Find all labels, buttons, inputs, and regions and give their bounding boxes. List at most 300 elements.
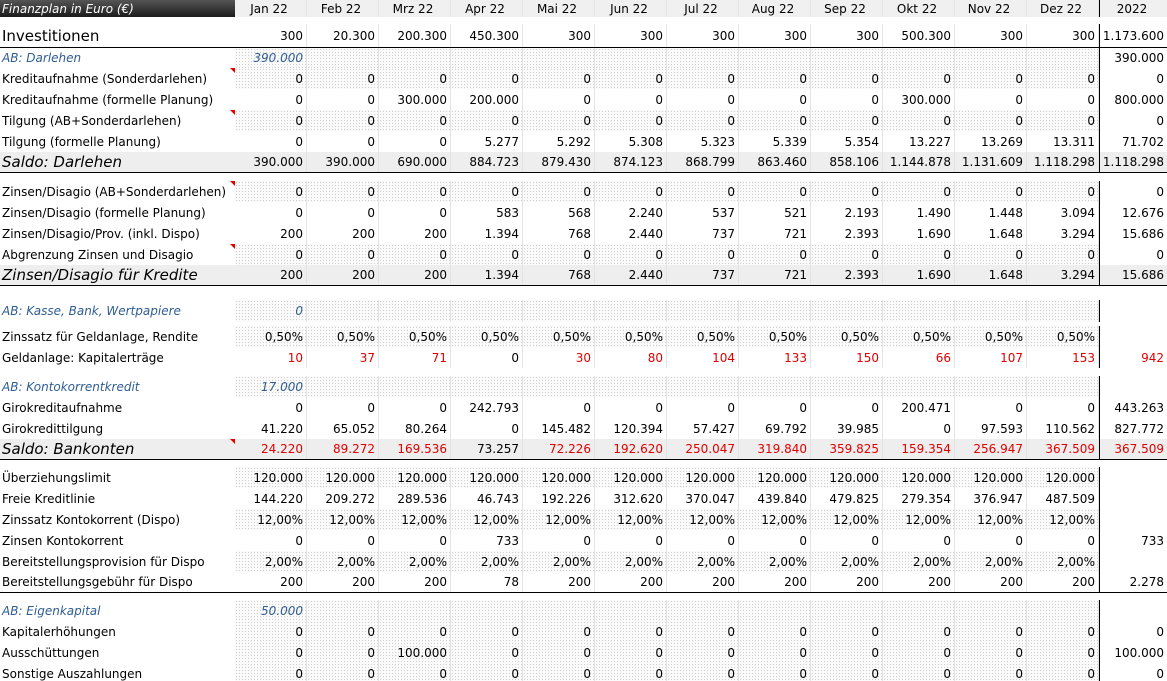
value-cell[interactable]: 3.094 <box>1027 202 1099 223</box>
value-cell[interactable]: 0 <box>379 530 451 551</box>
row-label[interactable]: Geldanlage: Kapitalerträge <box>2 350 164 365</box>
value-cell[interactable] <box>955 600 1027 621</box>
value-cell[interactable]: 390.000 <box>235 48 307 68</box>
value-cell[interactable]: 768 <box>523 265 595 285</box>
value-cell[interactable]: 0 <box>235 642 307 663</box>
value-cell[interactable]: 0 <box>379 131 451 152</box>
value-cell[interactable]: 0 <box>739 110 811 131</box>
value-cell[interactable]: 0 <box>307 530 379 551</box>
value-cell[interactable]: 0 <box>595 89 667 110</box>
value-cell[interactable]: 2,00% <box>739 551 811 572</box>
value-cell[interactable]: 390.000 <box>235 152 307 172</box>
value-cell[interactable]: 359.825 <box>811 439 883 459</box>
value-cell[interactable]: 0,50% <box>1027 326 1099 347</box>
total-cell[interactable] <box>1099 326 1167 347</box>
total-cell[interactable] <box>1099 509 1167 530</box>
value-cell[interactable]: 737 <box>667 223 739 244</box>
row-label[interactable]: Abgrenzung Zinsen und Disagio <box>0 244 235 265</box>
value-cell[interactable]: 30 <box>523 347 595 368</box>
value-cell[interactable] <box>1027 376 1099 397</box>
value-cell[interactable]: 1.394 <box>451 265 523 285</box>
value-cell[interactable] <box>955 376 1027 397</box>
value-cell[interactable] <box>451 48 523 68</box>
value-cell[interactable]: 0 <box>595 663 667 681</box>
value-cell[interactable]: 521 <box>739 202 811 223</box>
total-cell[interactable]: 733 <box>1099 530 1167 551</box>
value-cell[interactable]: 150 <box>811 347 883 368</box>
value-cell[interactable]: 2.440 <box>595 223 667 244</box>
value-cell[interactable] <box>1027 48 1099 68</box>
value-cell[interactable] <box>811 600 883 621</box>
value-cell[interactable]: 0 <box>451 418 523 439</box>
value-cell[interactable]: 0 <box>955 530 1027 551</box>
value-cell[interactable]: 120.000 <box>667 467 739 488</box>
value-cell[interactable]: 0 <box>955 181 1027 202</box>
value-cell[interactable]: 200 <box>811 572 883 592</box>
value-cell[interactable]: 0 <box>667 244 739 265</box>
value-cell[interactable]: 120.000 <box>1027 467 1099 488</box>
value-cell[interactable]: 73.257 <box>451 439 523 459</box>
value-cell[interactable]: 100.000 <box>379 642 451 663</box>
value-cell[interactable]: 768 <box>523 223 595 244</box>
value-cell[interactable]: 1.690 <box>883 223 955 244</box>
value-cell[interactable]: 200 <box>307 265 379 285</box>
value-cell[interactable]: 200.300 <box>379 24 451 47</box>
value-cell[interactable]: 71 <box>379 347 451 368</box>
value-cell[interactable]: 0,50% <box>811 326 883 347</box>
value-cell[interactable]: 0 <box>595 68 667 89</box>
value-cell[interactable]: 0 <box>739 642 811 663</box>
value-cell[interactable]: 868.799 <box>667 152 739 172</box>
row-label[interactable]: Kapitalerhöhungen <box>2 624 116 639</box>
value-cell[interactable]: 2.240 <box>595 202 667 223</box>
row-label[interactable]: Tilgung (formelle Planung) <box>2 134 161 149</box>
value-cell[interactable]: 3.294 <box>1027 265 1099 285</box>
value-cell[interactable]: 0 <box>451 642 523 663</box>
value-cell[interactable]: 300.000 <box>883 89 955 110</box>
value-cell[interactable]: 0 <box>955 642 1027 663</box>
total-cell[interactable] <box>1099 467 1167 488</box>
value-cell[interactable]: 10 <box>235 347 307 368</box>
value-cell[interactable]: 0 <box>379 110 451 131</box>
value-cell[interactable]: 0 <box>1027 642 1099 663</box>
value-cell[interactable]: 0 <box>379 68 451 89</box>
value-cell[interactable]: 120.000 <box>883 467 955 488</box>
value-cell[interactable]: 0 <box>667 110 739 131</box>
value-cell[interactable]: 0 <box>883 418 955 439</box>
value-cell[interactable]: 0 <box>1027 244 1099 265</box>
row-label[interactable]: Freie Kreditlinie <box>2 491 96 506</box>
value-cell[interactable]: 0 <box>883 68 955 89</box>
value-cell[interactable]: 0 <box>1027 530 1099 551</box>
value-cell[interactable]: 1.690 <box>883 265 955 285</box>
value-cell[interactable]: 733 <box>451 530 523 551</box>
value-cell[interactable]: 1.394 <box>451 223 523 244</box>
value-cell[interactable]: 0 <box>235 202 307 223</box>
value-cell[interactable] <box>307 48 379 68</box>
value-cell[interactable]: 0 <box>307 89 379 110</box>
value-cell[interactable]: 0 <box>955 244 1027 265</box>
value-cell[interactable]: 0 <box>811 621 883 642</box>
value-cell[interactable]: 0 <box>667 89 739 110</box>
value-cell[interactable]: 169.536 <box>379 439 451 459</box>
row-label[interactable]: Kreditaufnahme (Sonderdarlehen) <box>0 68 235 89</box>
value-cell[interactable]: 3.294 <box>1027 223 1099 244</box>
value-cell[interactable]: 120.000 <box>811 467 883 488</box>
value-cell[interactable]: 858.106 <box>811 152 883 172</box>
value-cell[interactable]: 120.000 <box>739 467 811 488</box>
value-cell[interactable]: 200.000 <box>451 89 523 110</box>
value-cell[interactable]: 737 <box>667 265 739 285</box>
value-cell[interactable]: 72.226 <box>523 439 595 459</box>
value-cell[interactable]: 0 <box>235 663 307 681</box>
value-cell[interactable] <box>1027 300 1099 322</box>
row-label[interactable]: Kreditaufnahme (formelle Planung) <box>2 92 214 107</box>
value-cell[interactable]: 0 <box>739 68 811 89</box>
value-cell[interactable] <box>379 48 451 68</box>
value-cell[interactable]: 300 <box>811 24 883 47</box>
value-cell[interactable]: 200.471 <box>883 397 955 418</box>
value-cell[interactable]: 0 <box>235 89 307 110</box>
value-cell[interactable]: 319.840 <box>739 439 811 459</box>
value-cell[interactable]: 0,50% <box>379 326 451 347</box>
value-cell[interactable]: 41.220 <box>235 418 307 439</box>
value-cell[interactable]: 200 <box>235 572 307 592</box>
value-cell[interactable]: 2,00% <box>307 551 379 572</box>
value-cell[interactable]: 5.354 <box>811 131 883 152</box>
value-cell[interactable]: 200 <box>307 223 379 244</box>
total-cell[interactable] <box>1099 376 1167 397</box>
value-cell[interactable]: 145.482 <box>523 418 595 439</box>
row-label[interactable]: Bereitstellungsprovision für Dispo <box>2 554 205 569</box>
value-cell[interactable]: 300 <box>523 24 595 47</box>
total-cell[interactable]: 800.000 <box>1099 89 1167 110</box>
value-cell[interactable]: 0 <box>595 642 667 663</box>
value-cell[interactable]: 0 <box>235 530 307 551</box>
value-cell[interactable]: 0 <box>235 110 307 131</box>
value-cell[interactable]: 200 <box>235 265 307 285</box>
value-cell[interactable]: 0 <box>379 621 451 642</box>
value-cell[interactable]: 0 <box>523 89 595 110</box>
value-cell[interactable]: 0 <box>955 89 1027 110</box>
value-cell[interactable]: 1.131.609 <box>955 152 1027 172</box>
value-cell[interactable]: 192.226 <box>523 488 595 509</box>
value-cell[interactable]: 0 <box>739 181 811 202</box>
value-cell[interactable]: 690.000 <box>379 152 451 172</box>
value-cell[interactable]: 57.427 <box>667 418 739 439</box>
value-cell[interactable]: 376.947 <box>955 488 1027 509</box>
row-label[interactable]: Tilgung (AB+Sonderdarlehen) <box>0 110 235 131</box>
value-cell[interactable]: 200 <box>379 223 451 244</box>
value-cell[interactable]: 80.264 <box>379 418 451 439</box>
value-cell[interactable]: 159.354 <box>883 439 955 459</box>
value-cell[interactable]: 439.840 <box>739 488 811 509</box>
value-cell[interactable]: 370.047 <box>667 488 739 509</box>
value-cell[interactable]: 250.047 <box>667 439 739 459</box>
value-cell[interactable]: 0 <box>307 397 379 418</box>
value-cell[interactable]: 0 <box>451 621 523 642</box>
value-cell[interactable]: 0 <box>595 244 667 265</box>
value-cell[interactable]: 300 <box>667 24 739 47</box>
value-cell[interactable]: 2.193 <box>811 202 883 223</box>
value-cell[interactable]: 0 <box>307 642 379 663</box>
value-cell[interactable]: 12,00% <box>1027 509 1099 530</box>
value-cell[interactable]: 0 <box>451 663 523 681</box>
value-cell[interactable]: 0 <box>307 131 379 152</box>
total-cell[interactable]: 1.118.298 <box>1099 152 1167 172</box>
value-cell[interactable]: 17.000 <box>235 376 307 397</box>
value-cell[interactable]: 0,50% <box>451 326 523 347</box>
value-cell[interactable]: 0 <box>739 621 811 642</box>
value-cell[interactable] <box>307 600 379 621</box>
total-cell[interactable]: 0 <box>1099 181 1167 202</box>
value-cell[interactable] <box>955 300 1027 322</box>
value-cell[interactable]: 192.620 <box>595 439 667 459</box>
value-cell[interactable]: 0 <box>235 621 307 642</box>
value-cell[interactable]: 0 <box>883 530 955 551</box>
value-cell[interactable]: 5.339 <box>739 131 811 152</box>
value-cell[interactable]: 0 <box>451 244 523 265</box>
value-cell[interactable]: 721 <box>739 265 811 285</box>
value-cell[interactable]: 300.000 <box>379 89 451 110</box>
value-cell[interactable]: 0 <box>739 89 811 110</box>
value-cell[interactable] <box>955 48 1027 68</box>
value-cell[interactable]: 0 <box>235 68 307 89</box>
total-cell[interactable] <box>1099 551 1167 572</box>
value-cell[interactable]: 200 <box>955 572 1027 592</box>
row-label[interactable]: AB: Kontokorrentkredit <box>2 379 140 394</box>
value-cell[interactable] <box>379 376 451 397</box>
row-label[interactable]: Zinssatz für Geldanlage, Rendite <box>2 329 199 344</box>
value-cell[interactable] <box>307 376 379 397</box>
value-cell[interactable]: 200 <box>595 572 667 592</box>
total-cell[interactable]: 0 <box>1099 110 1167 131</box>
value-cell[interactable]: 0 <box>883 181 955 202</box>
value-cell[interactable] <box>1027 600 1099 621</box>
value-cell[interactable]: 0 <box>307 621 379 642</box>
value-cell[interactable]: 300 <box>1027 24 1099 47</box>
value-cell[interactable]: 2,00% <box>955 551 1027 572</box>
value-cell[interactable]: 12,00% <box>667 509 739 530</box>
value-cell[interactable]: 300 <box>595 24 667 47</box>
value-cell[interactable]: 0 <box>811 89 883 110</box>
value-cell[interactable]: 2,00% <box>1027 551 1099 572</box>
value-cell[interactable]: 144.220 <box>235 488 307 509</box>
value-cell[interactable]: 0 <box>955 110 1027 131</box>
value-cell[interactable]: 583 <box>451 202 523 223</box>
value-cell[interactable]: 2,00% <box>667 551 739 572</box>
value-cell[interactable] <box>739 48 811 68</box>
value-cell[interactable]: 2,00% <box>595 551 667 572</box>
value-cell[interactable]: 13.227 <box>883 131 955 152</box>
value-cell[interactable]: 0 <box>523 181 595 202</box>
value-cell[interactable]: 209.272 <box>307 488 379 509</box>
value-cell[interactable]: 256.947 <box>955 439 1027 459</box>
value-cell[interactable] <box>883 600 955 621</box>
value-cell[interactable]: 0 <box>667 68 739 89</box>
value-cell[interactable]: 24.220 <box>235 439 307 459</box>
row-label[interactable]: Bereitstellungsgebühr für Dispo <box>2 575 193 589</box>
value-cell[interactable]: 721 <box>739 223 811 244</box>
value-cell[interactable]: 12,00% <box>307 509 379 530</box>
value-cell[interactable] <box>451 376 523 397</box>
row-label[interactable]: AB: Darlehen <box>2 51 82 65</box>
value-cell[interactable]: 1.144.878 <box>883 152 955 172</box>
row-label[interactable]: Investitionen <box>2 26 100 45</box>
value-cell[interactable]: 2,00% <box>451 551 523 572</box>
value-cell[interactable]: 0,50% <box>883 326 955 347</box>
value-cell[interactable]: 0 <box>1027 68 1099 89</box>
value-cell[interactable]: 120.000 <box>595 467 667 488</box>
value-cell[interactable]: 0 <box>235 300 307 322</box>
value-cell[interactable]: 0 <box>235 131 307 152</box>
value-cell[interactable]: 2,00% <box>379 551 451 572</box>
value-cell[interactable]: 120.000 <box>451 467 523 488</box>
value-cell[interactable]: 0 <box>307 663 379 681</box>
value-cell[interactable]: 12,00% <box>235 509 307 530</box>
value-cell[interactable]: 69.792 <box>739 418 811 439</box>
value-cell[interactable]: 2,00% <box>883 551 955 572</box>
value-cell[interactable]: 5.277 <box>451 131 523 152</box>
row-label[interactable]: Ausschüttungen <box>2 645 100 660</box>
value-cell[interactable]: 200 <box>739 572 811 592</box>
total-cell[interactable] <box>1099 488 1167 509</box>
value-cell[interactable]: 0 <box>307 181 379 202</box>
value-cell[interactable]: 0 <box>739 663 811 681</box>
value-cell[interactable]: 863.460 <box>739 152 811 172</box>
row-label[interactable]: Zinsen Kontokorrent <box>2 533 124 548</box>
value-cell[interactable]: 0 <box>955 663 1027 681</box>
value-cell[interactable]: 0 <box>379 202 451 223</box>
value-cell[interactable]: 13.311 <box>1027 131 1099 152</box>
value-cell[interactable] <box>739 300 811 322</box>
value-cell[interactable]: 200 <box>379 265 451 285</box>
value-cell[interactable]: 78 <box>451 572 523 592</box>
value-cell[interactable]: 133 <box>739 347 811 368</box>
value-cell[interactable]: 65.052 <box>307 418 379 439</box>
value-cell[interactable]: 568 <box>523 202 595 223</box>
value-cell[interactable] <box>523 376 595 397</box>
value-cell[interactable]: 20.300 <box>307 24 379 47</box>
value-cell[interactable]: 0 <box>811 663 883 681</box>
value-cell[interactable]: 0,50% <box>955 326 1027 347</box>
value-cell[interactable] <box>667 600 739 621</box>
value-cell[interactable]: 884.723 <box>451 152 523 172</box>
value-cell[interactable]: 110.562 <box>1027 418 1099 439</box>
value-cell[interactable] <box>595 48 667 68</box>
value-cell[interactable]: 12,00% <box>451 509 523 530</box>
value-cell[interactable]: 1.490 <box>883 202 955 223</box>
value-cell[interactable]: 200 <box>667 572 739 592</box>
value-cell[interactable] <box>811 48 883 68</box>
value-cell[interactable]: 0 <box>523 110 595 131</box>
value-cell[interactable] <box>595 300 667 322</box>
value-cell[interactable]: 0 <box>883 663 955 681</box>
total-cell[interactable]: 0 <box>1099 663 1167 681</box>
value-cell[interactable]: 0 <box>523 68 595 89</box>
value-cell[interactable]: 0 <box>883 621 955 642</box>
value-cell[interactable]: 390.000 <box>307 152 379 172</box>
value-cell[interactable]: 0 <box>811 244 883 265</box>
value-cell[interactable] <box>523 48 595 68</box>
value-cell[interactable]: 300 <box>955 24 1027 47</box>
value-cell[interactable]: 0 <box>739 530 811 551</box>
value-cell[interactable]: 0 <box>307 68 379 89</box>
value-cell[interactable]: 120.000 <box>379 467 451 488</box>
value-cell[interactable]: 0 <box>595 397 667 418</box>
value-cell[interactable]: 0 <box>667 621 739 642</box>
value-cell[interactable]: 200 <box>379 572 451 592</box>
value-cell[interactable]: 200 <box>883 572 955 592</box>
value-cell[interactable]: 279.354 <box>883 488 955 509</box>
value-cell[interactable]: 487.509 <box>1027 488 1099 509</box>
value-cell[interactable]: 0 <box>595 530 667 551</box>
row-label[interactable]: Zinsen/Disagio (formelle Planung) <box>2 205 206 220</box>
value-cell[interactable]: 0 <box>1027 110 1099 131</box>
value-cell[interactable]: 367.509 <box>1027 439 1099 459</box>
value-cell[interactable]: 0 <box>667 530 739 551</box>
value-cell[interactable]: 300 <box>235 24 307 47</box>
row-label[interactable]: Saldo: Darlehen <box>2 153 122 171</box>
value-cell[interactable] <box>811 376 883 397</box>
value-cell[interactable]: 104 <box>667 347 739 368</box>
value-cell[interactable]: 13.269 <box>955 131 1027 152</box>
value-cell[interactable]: 0 <box>523 530 595 551</box>
value-cell[interactable] <box>523 600 595 621</box>
value-cell[interactable]: 2.393 <box>811 223 883 244</box>
value-cell[interactable]: 0 <box>739 397 811 418</box>
value-cell[interactable]: 0 <box>379 244 451 265</box>
row-label[interactable]: Girokredittilgung <box>2 421 104 436</box>
value-cell[interactable]: 0 <box>595 621 667 642</box>
total-cell[interactable] <box>1099 300 1167 322</box>
value-cell[interactable]: 80 <box>595 347 667 368</box>
row-label[interactable]: Zinsen/Disagio für Kredite <box>2 266 198 284</box>
value-cell[interactable]: 242.793 <box>451 397 523 418</box>
total-cell[interactable]: 12.676 <box>1099 202 1167 223</box>
row-label[interactable]: Girokreditaufnahme <box>2 400 123 415</box>
value-cell[interactable]: 0,50% <box>307 326 379 347</box>
value-cell[interactable]: 0 <box>235 244 307 265</box>
value-cell[interactable]: 200 <box>235 223 307 244</box>
value-cell[interactable]: 312.620 <box>595 488 667 509</box>
value-cell[interactable]: 0 <box>523 642 595 663</box>
value-cell[interactable]: 50.000 <box>235 600 307 621</box>
value-cell[interactable]: 0 <box>1027 181 1099 202</box>
value-cell[interactable]: 0 <box>523 621 595 642</box>
value-cell[interactable]: 0 <box>235 181 307 202</box>
value-cell[interactable]: 12,00% <box>739 509 811 530</box>
value-cell[interactable]: 1.648 <box>955 265 1027 285</box>
value-cell[interactable] <box>739 600 811 621</box>
value-cell[interactable]: 0 <box>235 397 307 418</box>
value-cell[interactable]: 2,00% <box>523 551 595 572</box>
value-cell[interactable]: 879.430 <box>523 152 595 172</box>
value-cell[interactable]: 153 <box>1027 347 1099 368</box>
value-cell[interactable]: 289.536 <box>379 488 451 509</box>
row-label[interactable]: Zinssatz Kontokorrent (Dispo) <box>2 512 181 527</box>
value-cell[interactable]: 1.118.298 <box>1027 152 1099 172</box>
value-cell[interactable]: 0 <box>811 181 883 202</box>
value-cell[interactable]: 200 <box>1027 572 1099 592</box>
value-cell[interactable]: 0 <box>379 397 451 418</box>
value-cell[interactable]: 46.743 <box>451 488 523 509</box>
value-cell[interactable]: 0 <box>1027 621 1099 642</box>
value-cell[interactable] <box>667 300 739 322</box>
value-cell[interactable]: 0 <box>811 642 883 663</box>
total-cell[interactable]: 827.772 <box>1099 418 1167 439</box>
value-cell[interactable]: 12,00% <box>811 509 883 530</box>
